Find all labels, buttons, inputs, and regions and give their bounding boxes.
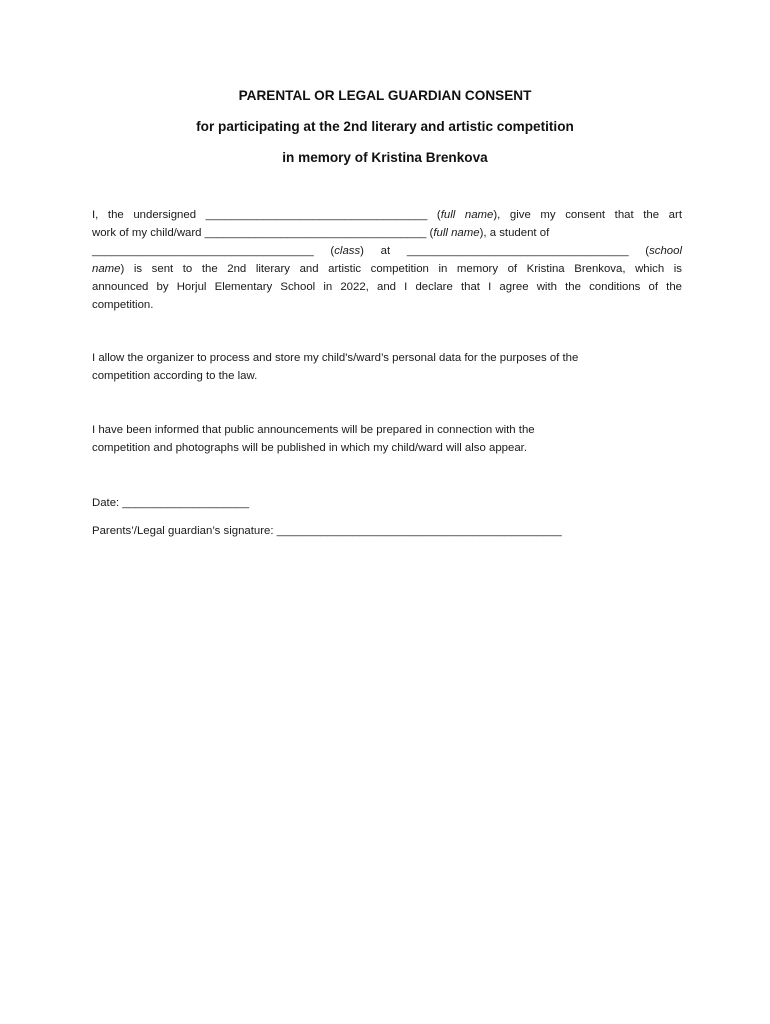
- consent-line-4: [92, 260, 682, 278]
- full-name-hint: full name: [440, 209, 494, 221]
- announcement-line-2: competition and photographs will be published in which my child/ward will also appear.: [92, 442, 527, 454]
- consent-line-5: announced by Horjul Elementary School in 2022, and I declare that I agree with the conditions of the: [92, 281, 682, 293]
- data-line-2: competition according to the law.: [92, 370, 258, 382]
- consent-text: I, the undersigned ___________________________________ (: [92, 209, 441, 221]
- consent-line-6: competition.: [92, 299, 154, 311]
- consent-text: ), give my consent that the art: [493, 209, 682, 221]
- document-subtitle: for participating at the 2nd literary and artistic competition: [196, 119, 574, 134]
- school-name-hint: name: [92, 263, 121, 275]
- announcement-paragraph: [92, 421, 682, 457]
- consent-text: ) at ___________________________________ (: [360, 245, 650, 257]
- date-field: Date: ____________________: [92, 497, 250, 509]
- data-line-1: I allow the organizer to process and store my child's/ward’s personal data for the purposes of the: [92, 352, 579, 364]
- school-hint: school: [649, 245, 682, 257]
- consent-text: ), a student of: [479, 227, 550, 239]
- class-hint: class: [334, 245, 361, 257]
- document-subtitle-memorial: in memory of Kristina Brenkova: [282, 150, 488, 165]
- consent-paragraph: [92, 206, 682, 314]
- consent-text: work of my child/ward ___________________________________ (: [92, 227, 434, 239]
- signature-field: Parents’/Legal guardian’s signature: _____________________________________________: [92, 525, 562, 537]
- consent-line-2: [92, 224, 682, 242]
- consent-text: ) is sent to the 2nd literary and artistic competition in memory of Kristina Brenkova, which is: [120, 263, 682, 275]
- consent-line-3: [92, 242, 682, 260]
- announcement-line-1: I have been informed that public announcements will be prepared in connection with the: [92, 424, 535, 436]
- full-name-hint: full name: [433, 227, 480, 239]
- consent-text: ___________________________________ (: [92, 245, 335, 257]
- data-processing-paragraph: [92, 349, 682, 385]
- consent-line-1: [92, 206, 682, 224]
- document-title: PARENTAL OR LEGAL GUARDIAN CONSENT: [238, 88, 532, 103]
